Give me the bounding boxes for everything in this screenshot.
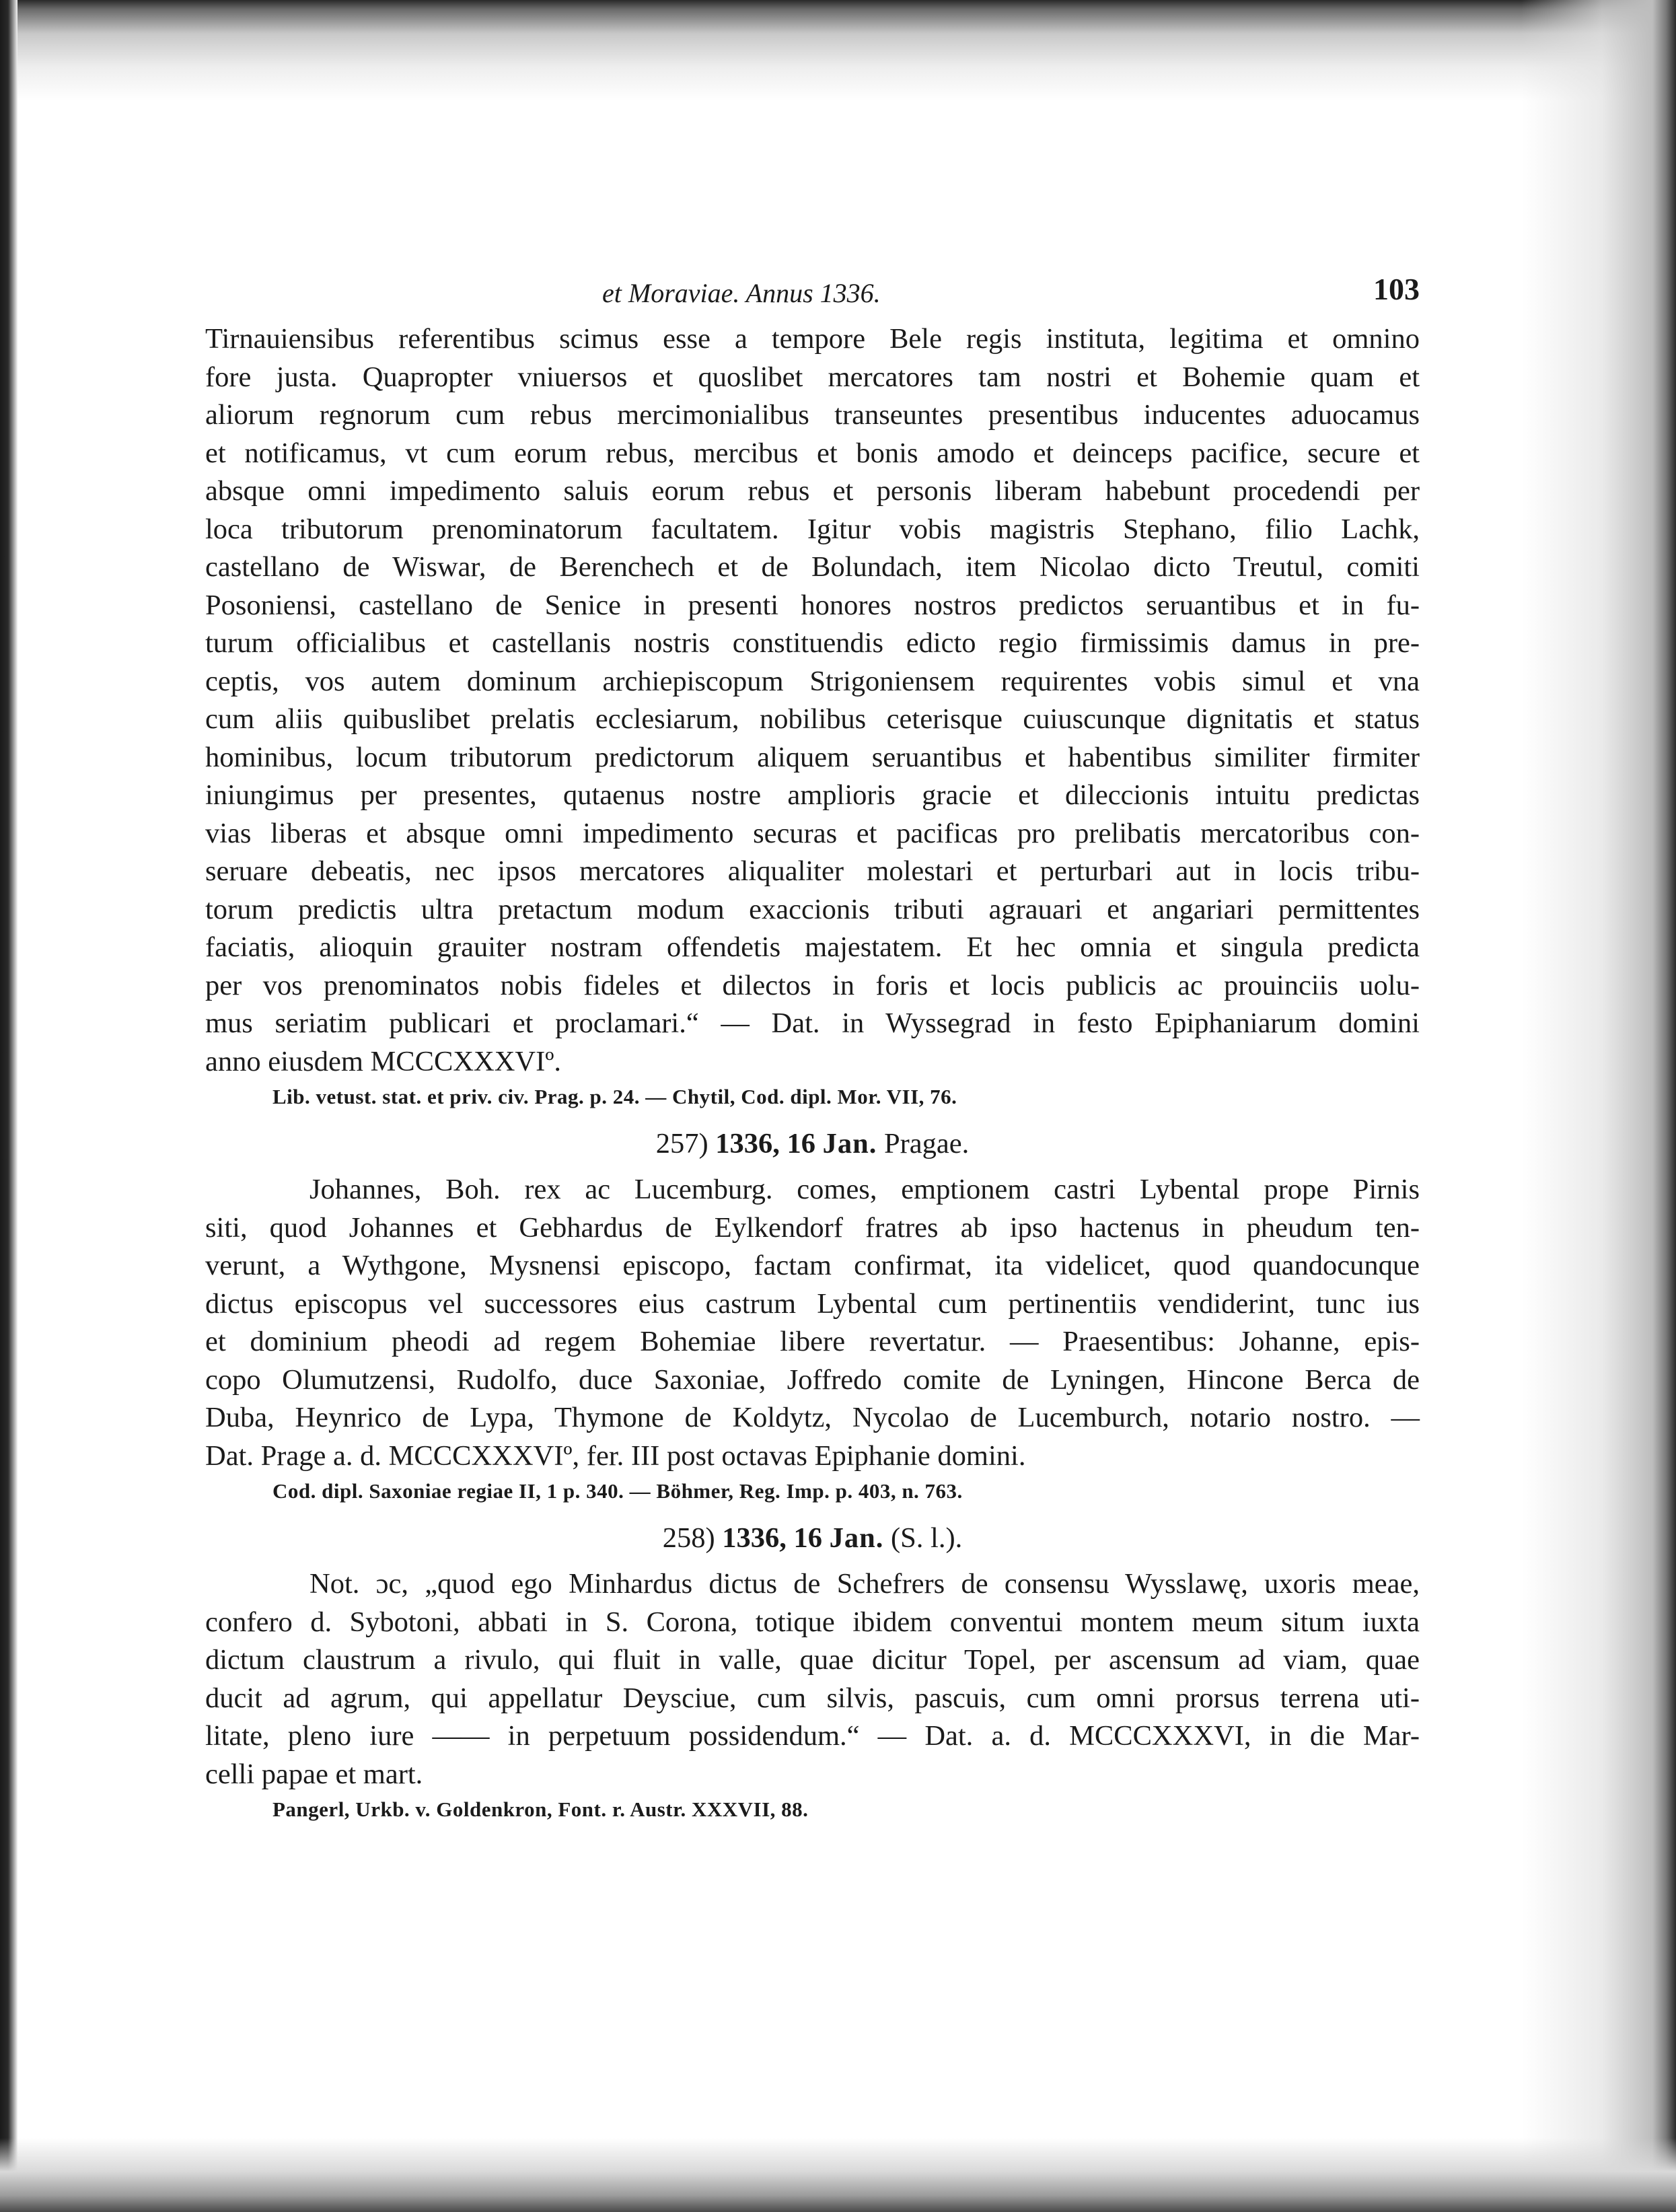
entry-heading: [205, 1117, 1420, 1171]
entry-place: Pragae.: [884, 1128, 970, 1159]
text-line: vias liberas et absque omni impedimento securas et pacificas pro prelibatis mercatoribus con-: [205, 817, 1420, 849]
text-line: loca tributorum prenominatorum facultatem. Igitur vobis magistris Stephano, filio Lachk,: [205, 513, 1420, 545]
text-line: dictum claustrum a rivulo, qui fluit in valle, quae dicitur Topel, per ascensum ad viam, quae: [205, 1644, 1420, 1676]
text-line: fore justa. Quapropter vniuersos et quoslibet mercatores tam nostri et Bohemie quam et: [205, 361, 1420, 393]
text-line: ducit ad agrum, qui appellatur Deysciue, cum silvis, pascuis, cum omni prorsus terrena uti-: [205, 1682, 1420, 1714]
text-line: iniungimus per presentes, qutaenus nostre amplioris gracie et dileccionis intuitu predictas: [205, 779, 1420, 811]
entry-heading: [205, 1511, 1420, 1565]
scan-left-edge: [0, 0, 17, 2212]
text-line: dictus episcopus vel successores eius castrum Lybental cum pertinentiis vendiderint, tunc ius: [205, 1287, 1420, 1320]
text-line: ceptis, vos autem dominum archiepiscopum Strigoniensem requirentes vobis simul et vna: [205, 665, 1420, 697]
entry-date: 1336, 16: [715, 1128, 815, 1159]
document-entry-257: [205, 1117, 1420, 1507]
text-line: Duba, Heynrico de Lypa, Thymone de Koldytz, Nycolao de Lucemburch, notario nostro. —: [205, 1402, 1420, 1433]
continued-document-text: [205, 320, 1420, 1113]
text-line: seruare debeatis, nec ipsos mercatores aliqualiter molestari et perturbari aut in locis tribu-: [205, 855, 1420, 887]
text-line: castellano de Wiswar, de Berenchech et de Bolundach, item Nicolao dicto Treutul, comiti: [205, 551, 1420, 583]
document-page: [205, 269, 1420, 1826]
text-line: cum aliis quibuslibet prelatis ecclesiarum, nobilibus ceterisque cuiuscunque dignitatis et status: [205, 703, 1420, 735]
source-citation: Lib. vetust. stat. et priv. civ. Prag. p. 24. — Chytil, Cod. dipl. Mor. VII, 76.: [272, 1085, 957, 1108]
document-entry-258: [205, 1511, 1420, 1826]
text-line: Not. ɔc, „quod ego Minhardus dictus de Schefrers de consensu Wysslawę, uxoris meae,: [309, 1568, 1420, 1600]
text-line: Dat. Prage a. d. MCCCXXXVIº, fer. III post octavas Epiphanie domini.: [205, 1439, 1026, 1472]
entry-month: Jan.: [822, 1128, 877, 1159]
scan-top-edge: [0, 0, 1676, 101]
running-head: [205, 269, 1420, 320]
text-line: celli papae et mart.: [205, 1758, 423, 1790]
entry-number: 258): [662, 1522, 715, 1554]
text-line: faciatis, alioquin grauiter nostram offendetis majestatem. Et hec omnia et singula predicta: [205, 931, 1420, 963]
running-title: et Moraviae. Annus 1336.: [602, 278, 881, 308]
entry-month: Jan.: [829, 1522, 884, 1554]
entry-date: 1336, 16: [722, 1522, 822, 1554]
text-line: litate, pleno iure —— in perpetuum possidendum.“ — Dat. a. d. MCCCXXXVI, in die Mar-: [205, 1720, 1420, 1752]
text-line: absque omni impedimento saluis eorum rebus et personis liberam habebunt procedendi per: [205, 475, 1420, 507]
text-line: hominibus, locum tributorum predictorum aliquem seruantibus et habentibus similiter firmiter: [205, 741, 1420, 773]
text-line: Posoniensi, castellano de Senice in presenti honores nostros predictos seruantibus et in fu-: [205, 589, 1420, 621]
text-line: mus seriatim publicari et proclamari.“ — Dat. in Wyssegrad in festo Epiphaniarum domini: [205, 1007, 1420, 1039]
entry-place: (S. l.).: [891, 1522, 963, 1554]
entry-number: 257): [655, 1128, 708, 1159]
text-line: Tirnauiensibus referentibus scimus esse a tempore Bele regis instituta, legitima et omnino: [205, 323, 1420, 355]
source-citation: Cod. dipl. Saxoniae regiae II, 1 p. 340. — Böhmer, Reg. Imp. p. 403, n. 763.: [272, 1479, 963, 1503]
source-citation: Pangerl, Urkb. v. Goldenkron, Font. r. Austr. XXXVII, 88.: [272, 1797, 809, 1821]
text-line: anno eiusdem MCCCXXXVIº.: [205, 1045, 562, 1077]
text-line: verunt, a Wythgone, Mysnensi episcopo, factam confirmat, ita videlicet, quod quandocunque: [205, 1250, 1420, 1281]
text-line: copo Olumutzensi, Rudolfo, duce Saxoniae, Joffredo comite de Lyningen, Hincone Berca de: [205, 1363, 1420, 1396]
text-line: et dominium pheodi ad regem Bohemiae libere revertatur. — Praesentibus: Johanne, epis-: [205, 1326, 1420, 1357]
text-line: confero d. Sybotoni, abbati in S. Corona, totique ibidem conventui montem meum situm iuxta: [205, 1606, 1420, 1638]
text-line: torum predictis ultra pretactum modum exaccionis tributi agrauari et angariari permittentes: [205, 893, 1420, 925]
scan-right-edge: [1521, 0, 1676, 2212]
text-line: aliorum regnorum cum rebus mercimonialibus transeuntes presentibus inducentes aduocamus: [205, 399, 1420, 431]
text-line: et notificamus, vt cum eorum rebus, mercibus et bonis amodo et deinceps pacifice, secure et: [205, 437, 1420, 469]
text-line: siti, quod Johannes et Gebhardus de Eylkendorf fratres ab ipso hactenus in pheudum ten-: [205, 1211, 1420, 1244]
text-line: per vos prenominatos nobis fideles et dilectos in foris et locis publicis ac prouinciis uolu-: [205, 969, 1420, 1001]
scan-bottom-edge: [0, 2138, 1676, 2212]
page-number: 103: [1373, 272, 1420, 306]
text-line: turum officialibus et castellanis nostris constituendis edicto regio firmissimis damus in pre-: [205, 627, 1420, 659]
text-line: Johannes, Boh. rex ac Lucemburg. comes, emptionem castri Lybental prope Pirnis: [309, 1174, 1420, 1205]
